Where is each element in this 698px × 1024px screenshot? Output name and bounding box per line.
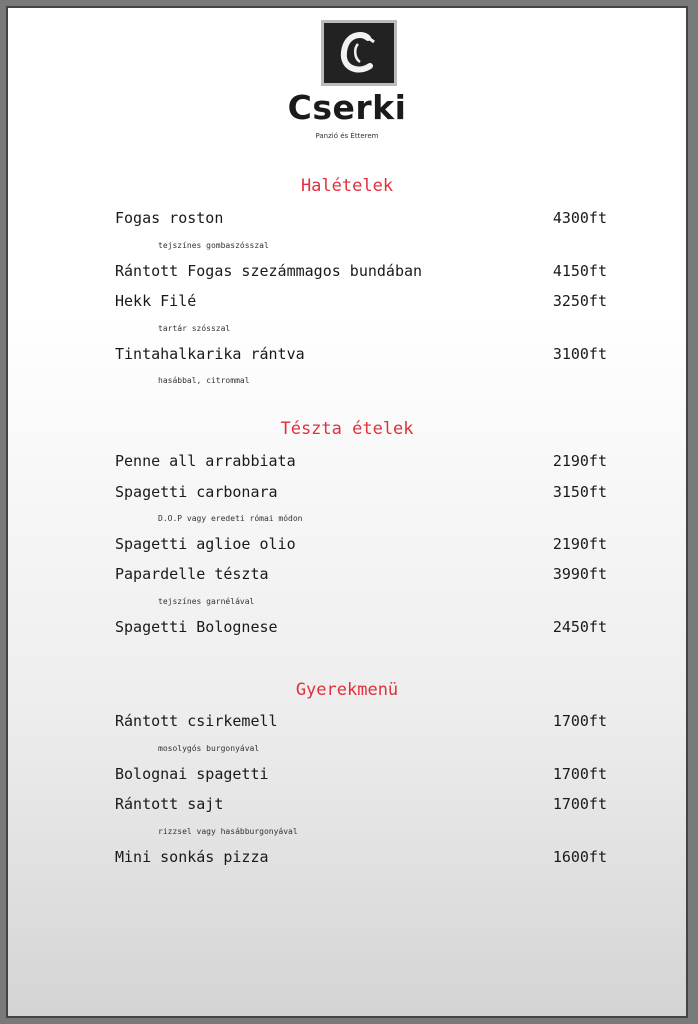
menu-item — [115, 292, 607, 312]
menu-item-description: tartár szósszal — [158, 324, 231, 333]
menu-item-price: 1700ft — [552, 765, 607, 783]
menu-item — [115, 765, 607, 785]
menu-item-description: mosolygós burgonyával — [158, 744, 260, 753]
menu-item-name: Spagetti Bolognese — [115, 618, 278, 636]
menu-page — [6, 6, 688, 1018]
menu-item — [115, 795, 607, 815]
menu-item-name: Rántott Fogas szezámmagos bundában — [115, 262, 423, 280]
menu-item-name: Penne all arrabbiata — [115, 452, 296, 470]
menu-item-description: hasábbal, citrommal — [158, 376, 250, 385]
menu-item-name: Bolognai spagetti — [115, 765, 269, 783]
menu-item — [115, 848, 607, 868]
menu-item-name: Spagetti carbonara — [115, 483, 278, 501]
menu-item-price: 1700ft — [552, 712, 607, 730]
menu-item-name: Hekk Filé — [115, 292, 197, 310]
menu-item — [115, 712, 607, 732]
menu-item-price: 3250ft — [552, 292, 607, 310]
menu-item-name: Papardelle tészta — [115, 565, 269, 583]
brand-tagline: Panzió és Étterem — [315, 132, 379, 140]
menu-item-name: Tintahalkarika rántva — [115, 345, 305, 363]
menu-item-description: D.O.P vagy eredeti római módon — [158, 514, 303, 523]
menu-item — [115, 452, 607, 472]
menu-item-price: 2450ft — [552, 618, 607, 636]
logo-c-icon — [328, 26, 390, 80]
menu-item-description: rizzsel vagy hasábburgonyával — [158, 827, 298, 836]
menu-item — [115, 565, 607, 585]
menu-item — [115, 483, 607, 503]
menu-item-price: 1600ft — [552, 848, 607, 866]
section-title-teszta: Tészta ételek — [280, 419, 414, 439]
brand-name: Cserki — [287, 88, 407, 127]
menu-item-price: 3100ft — [552, 345, 607, 363]
menu-item-price: 4300ft — [552, 209, 607, 227]
menu-item-description: tejszínes garnélával — [158, 597, 255, 606]
menu-item — [115, 618, 607, 638]
menu-item — [115, 209, 607, 229]
menu-item-price: 2190ft — [552, 535, 607, 553]
logo — [321, 20, 397, 86]
menu-item-name: Fogas roston — [115, 209, 224, 227]
menu-item — [115, 535, 607, 555]
menu-item-name: Spagetti aglioe olio — [115, 535, 296, 553]
menu-item-price: 4150ft — [552, 262, 607, 280]
menu-item-name: Rántott csirkemell — [115, 712, 278, 730]
menu-item-name: Mini sonkás pizza — [115, 848, 269, 866]
menu-item-price: 3150ft — [552, 483, 607, 501]
menu-item — [115, 262, 607, 282]
menu-item-price: 2190ft — [552, 452, 607, 470]
menu-item-description: tejszínes gombaszósszal — [158, 241, 269, 250]
menu-item-price: 1700ft — [552, 795, 607, 813]
menu-item-name: Rántott sajt — [115, 795, 224, 813]
section-title-gyerekmenu: Gyerekmenü — [295, 680, 399, 700]
menu-item-price: 3990ft — [552, 565, 607, 583]
menu-item — [115, 345, 607, 365]
section-title-haletelek: Halételek — [300, 176, 394, 196]
